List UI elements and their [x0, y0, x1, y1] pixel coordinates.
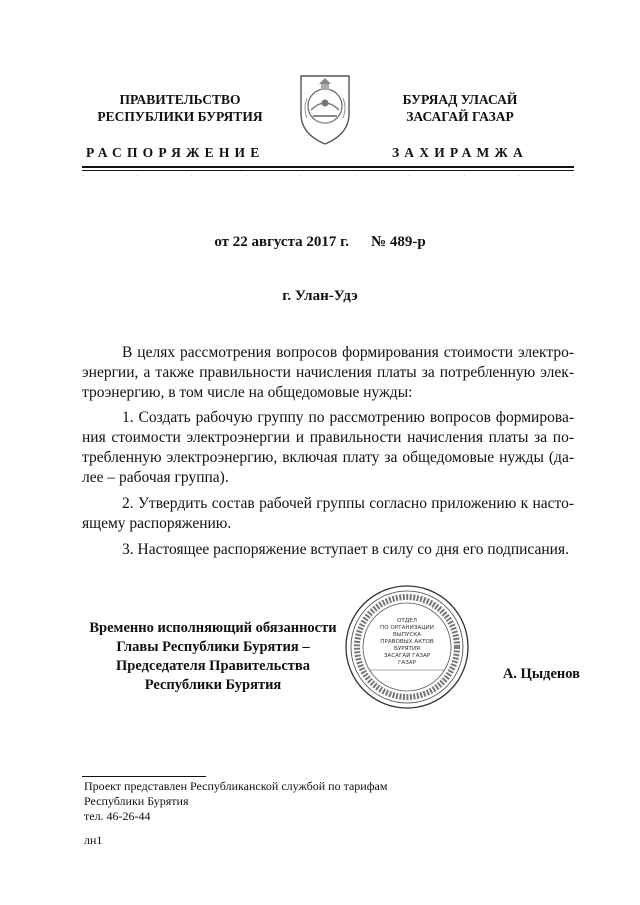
government-name-bur-line1: БУРЯАД УЛАСАЙ	[402, 92, 518, 107]
footnote	[84, 779, 387, 824]
document-number: № 489-р	[371, 234, 426, 250]
intro-paragraph: В целях рассмотрения вопросов формирования стоимости электроэнергии, а также правильности начисления платы за потребленную электроэнергию, в том числе на общедомовые нужды:	[82, 344, 574, 401]
government-name-line1: ПРАВИТЕЛЬСТВО	[119, 92, 241, 107]
signatory-title-line2: Главы Республики Бурятия –	[116, 639, 310, 655]
header-divider-thick	[82, 166, 574, 168]
footnote-phone: тел. 46-26-44	[84, 809, 151, 823]
header-left	[70, 91, 290, 161]
item-3-paragraph: 3. Настоящее распоряжение вступает в силу со дня его подписания.	[122, 541, 569, 558]
doc-type-ru: РАСПОРЯЖЕНИЕ	[86, 145, 265, 160]
item-2-paragraph: 2. Утвердить состав рабочей группы согласно приложению к настоящему распоряжению.	[82, 495, 574, 532]
coat-of-arms-emblem	[293, 70, 357, 146]
signatory-name: А. Цыденов	[502, 666, 580, 682]
footnote-line2: Республики Бурятия	[84, 794, 189, 808]
signatory-title-line1: Временно исполняющий обязанности	[89, 620, 337, 636]
svg-text:БУРЯТИЯ: БУРЯТИЯ	[394, 646, 420, 652]
header-divider-thin	[82, 170, 574, 171]
government-name-bur-line2: ЗАСАГАЙ ГАЗАР	[406, 109, 514, 124]
item-1-paragraph: 1. Создать рабочую группу по рассмотрению вопросов формирования стоимости электроэнергии и правильности начисления платы за потребленную электроэнергию, включая плату за общедомовые нужды (далее – рабочая группа).	[82, 409, 574, 486]
svg-text:ГАЗАР: ГАЗАР	[397, 660, 417, 666]
header-right	[360, 91, 560, 161]
date-number-line	[0, 234, 640, 251]
signatory-title-line3: Председателя Правительства	[116, 658, 310, 674]
official-seal	[344, 584, 470, 710]
footnote-divider	[82, 776, 206, 777]
footnote-line1: Проект представлен Республиканской службой по тарифам	[84, 779, 388, 793]
signatory-title-line4: Республики Бурятия	[144, 677, 282, 693]
government-name-line2: РЕСПУБЛИКИ БУРЯТИЯ	[97, 109, 263, 124]
document-date: от 22 августа 2017 г.	[214, 234, 350, 250]
svg-text:ВЫПУСКА: ВЫПУСКА	[392, 632, 422, 638]
document-city: г. Улан-Удэ	[282, 288, 358, 304]
doc-type-bur: ЗАХИРАМЖА	[391, 145, 529, 160]
reference-code: лн1	[84, 833, 103, 847]
signatory-title	[82, 619, 344, 695]
svg-text:ЗАСАГАЙ ГАЗАР: ЗАСАГАЙ ГАЗАР	[383, 653, 431, 659]
svg-text:ОТДЕЛ: ОТДЕЛ	[397, 618, 417, 624]
svg-text:ПРАВОВЫХ АКТОВ: ПРАВОВЫХ АКТОВ	[380, 639, 434, 645]
svg-text:ПО ОРГАНИЗАЦИИ: ПО ОРГАНИЗАЦИИ	[380, 625, 434, 631]
header-dotted-line: . . . . . . . . . .	[82, 172, 574, 178]
